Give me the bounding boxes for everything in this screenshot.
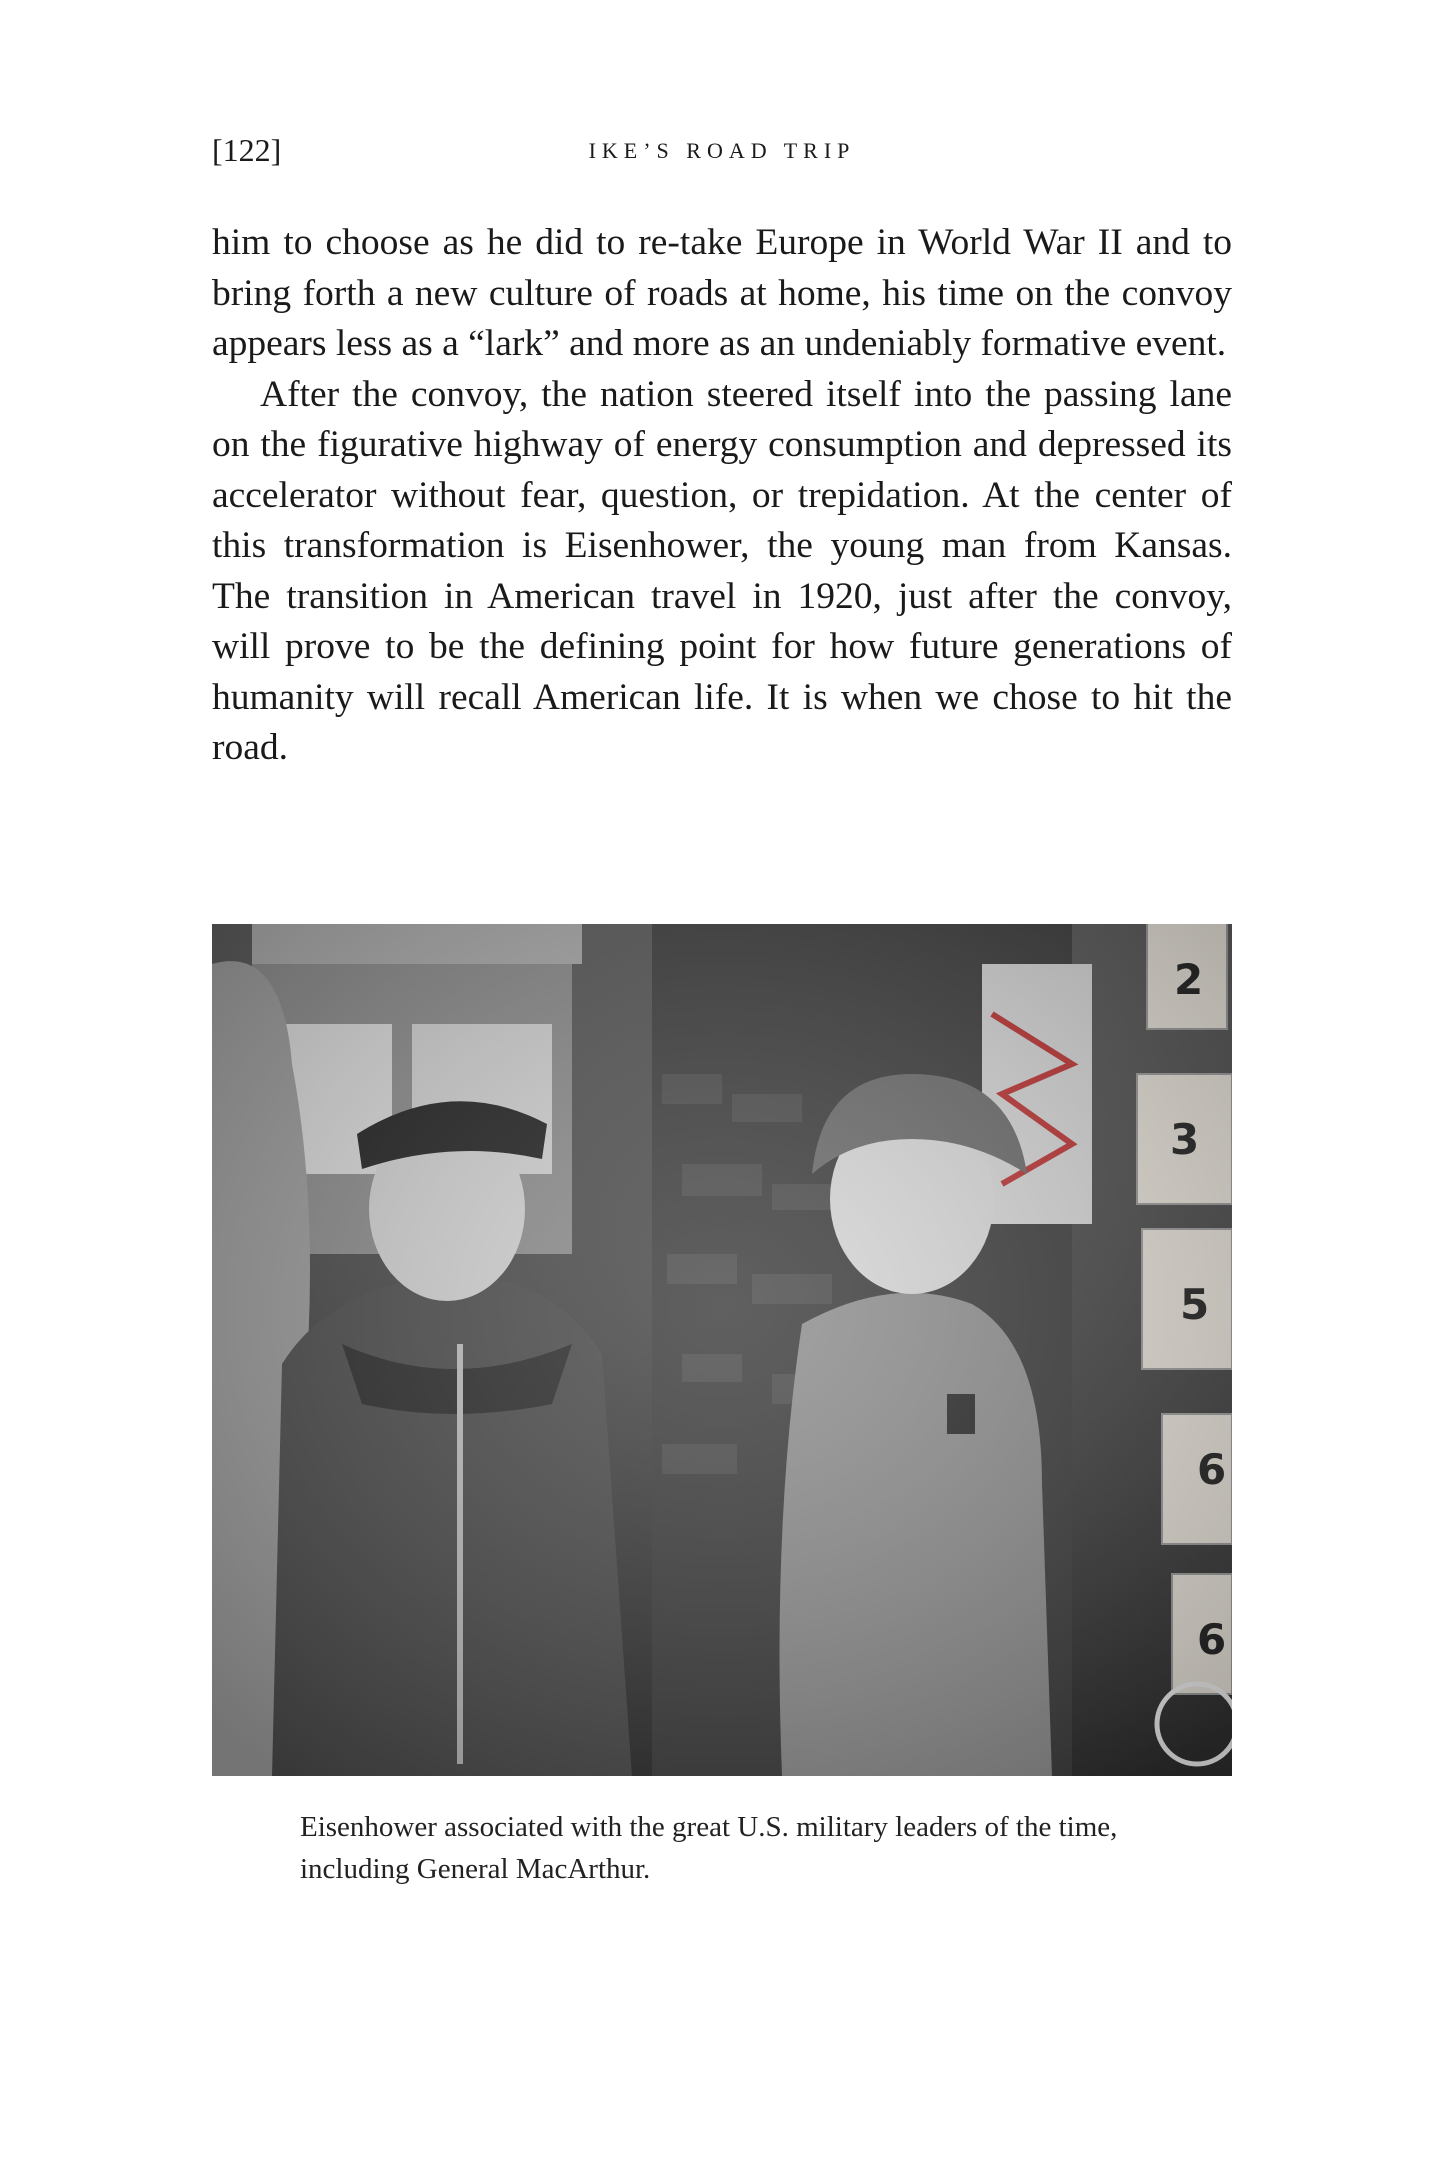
photograph-eisenhower-with-general [212,924,1232,1776]
photo-caption: Eisenhower associated with the great U.S. military leaders of the time, including General MacArthur. [300,1811,1118,1885]
paragraph-1: him to choose as he did to re-take Europe in World War II and to bring forth a new culture of roads at home, his time on the convoy appears less as a “lark” and more as an undeniably formative event. [212,222,1232,364]
body-text [212,218,1232,774]
page-header [212,132,1232,172]
paragraph-2: After the convoy, the nation steered itself into the passing lane on the figurative highway of energy consumption and depressed its accelerator without fear, question, or trepidation. At the center of this transformation is Eisenhower, the young man from Kansas. The transition in American travel in 1920, just after the convoy, will prove to be the defining point for how future generations of humanity will recall American life. It is when we chose to hit the road. [212,373,1232,768]
running-head: IKE’S ROAD TRIP [588,138,856,163]
page-number: [122] [212,132,282,168]
